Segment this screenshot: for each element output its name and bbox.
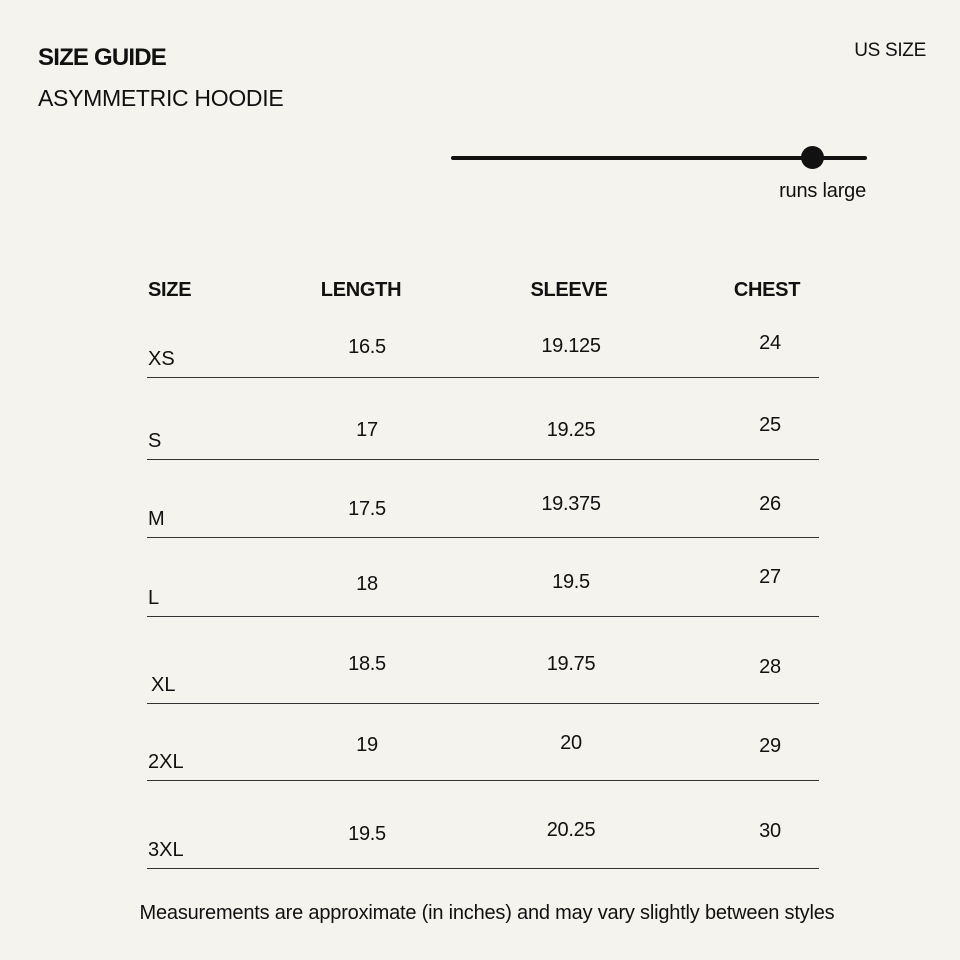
chest-cell: 30 bbox=[759, 820, 781, 842]
chest-cell: 25 bbox=[759, 414, 781, 436]
size-cell: XS bbox=[148, 348, 175, 370]
column-header-size: SIZE bbox=[148, 279, 192, 301]
sleeve-cell: 19.5 bbox=[552, 571, 590, 593]
table-row bbox=[147, 330, 819, 378]
size-cell: 2XL bbox=[148, 751, 184, 773]
table-row bbox=[147, 650, 819, 704]
unit-label: US SIZE bbox=[854, 40, 926, 61]
size-cell: M bbox=[148, 508, 165, 530]
length-cell: 17 bbox=[356, 419, 378, 441]
column-header-sleeve: SLEEVE bbox=[530, 279, 608, 301]
chest-cell: 29 bbox=[759, 735, 781, 757]
sleeve-cell: 19.25 bbox=[546, 419, 596, 441]
size-cell: L bbox=[148, 587, 160, 609]
sleeve-cell: 20 bbox=[560, 732, 582, 754]
length-cell: 18.5 bbox=[348, 653, 386, 675]
size-cell: XL bbox=[151, 674, 176, 696]
sleeve-cell: 20.25 bbox=[546, 819, 596, 841]
length-cell: 18 bbox=[356, 573, 378, 595]
fit-scale-marker bbox=[801, 146, 824, 169]
column-header-chest: CHEST bbox=[733, 279, 801, 301]
table-row bbox=[147, 412, 819, 460]
product-name: ASYMMETRIC HOODIE bbox=[38, 85, 284, 111]
table-row bbox=[147, 815, 819, 869]
table-row bbox=[147, 730, 819, 781]
fit-scale-label: runs large bbox=[779, 180, 866, 202]
length-cell: 16.5 bbox=[348, 336, 386, 358]
page-title: SIZE GUIDE bbox=[38, 44, 167, 71]
column-header-length: LENGTH bbox=[320, 279, 402, 301]
chest-cell: 24 bbox=[759, 332, 781, 354]
table-row bbox=[147, 568, 819, 617]
length-cell: 19 bbox=[356, 734, 378, 756]
length-cell: 19.5 bbox=[348, 823, 386, 845]
measurement-note: Measurements are approximate (in inches) and may vary slightly between styles bbox=[139, 902, 835, 924]
sleeve-cell: 19.125 bbox=[541, 335, 601, 357]
chest-cell: 28 bbox=[759, 656, 781, 678]
sleeve-cell: 19.75 bbox=[546, 653, 596, 675]
sleeve-cell: 19.375 bbox=[541, 493, 601, 515]
size-cell: 3XL bbox=[148, 839, 184, 861]
chest-cell: 26 bbox=[759, 493, 781, 515]
table-row bbox=[147, 490, 819, 538]
length-cell: 17.5 bbox=[348, 498, 386, 520]
size-cell: S bbox=[148, 430, 162, 452]
chest-cell: 27 bbox=[759, 566, 781, 588]
